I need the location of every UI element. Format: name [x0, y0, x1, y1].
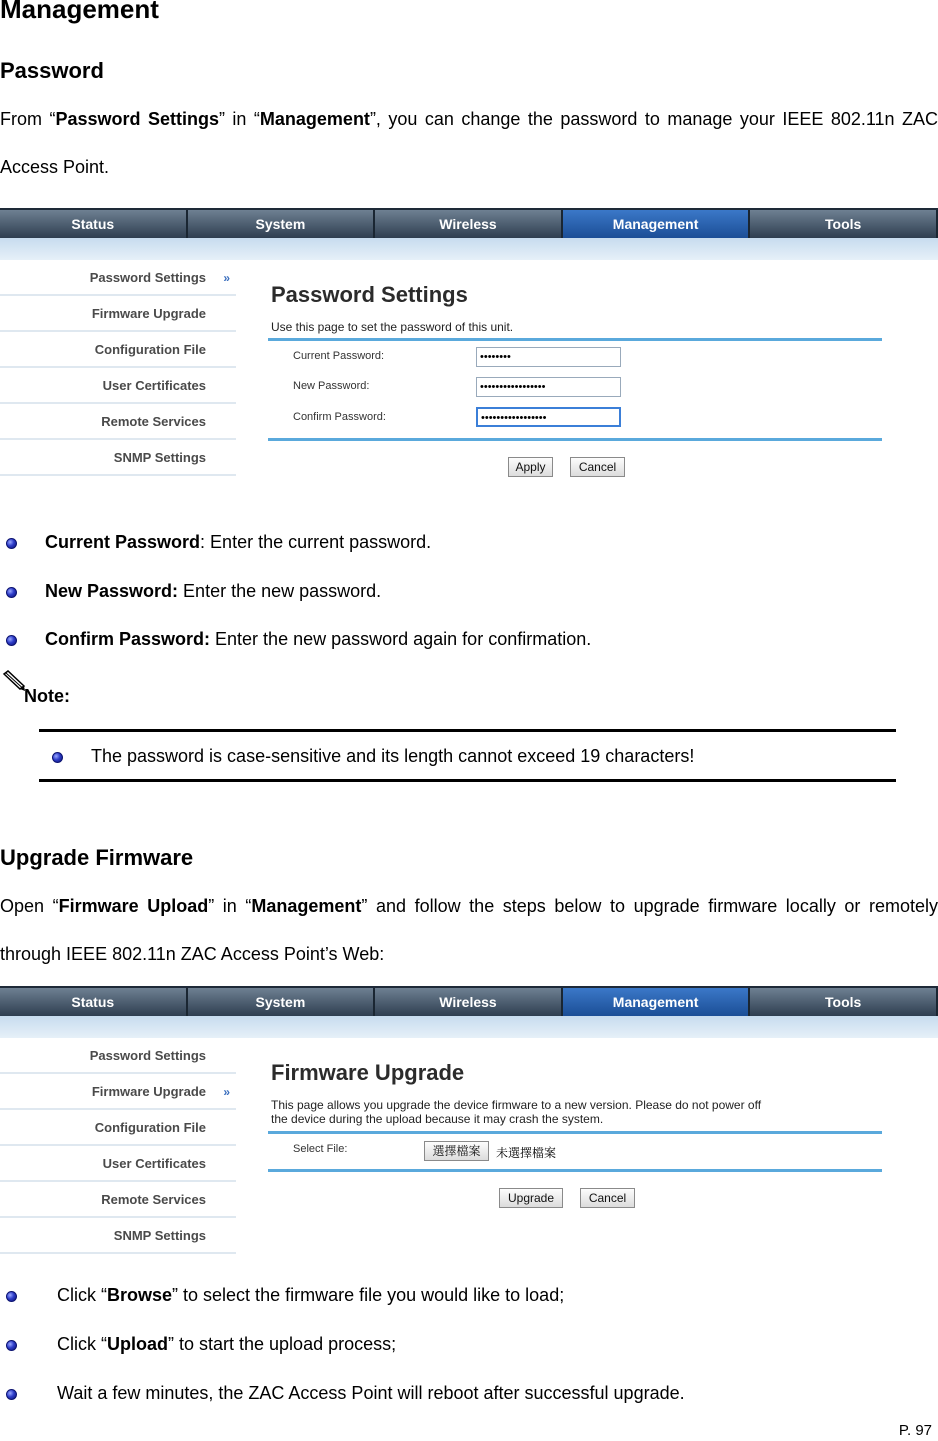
sidebar [0, 260, 236, 476]
panel-description: the device during the upload because it may crash the system. [271, 1112, 604, 1126]
new-password-label: New Password: [293, 380, 370, 392]
current-password-label: Current Password: [293, 350, 385, 362]
chevron-double-right-icon: » [223, 271, 230, 285]
tab-wireless[interactable]: Wireless [375, 210, 563, 238]
new-password-field[interactable]: ••••••••••••••••• [476, 377, 621, 397]
sidebar-item-user-certificates[interactable]: User Certificates [0, 1146, 236, 1182]
divider [268, 1169, 882, 1172]
list-item: Confirm Password: Enter the new password again for confirmation. [45, 629, 592, 649]
sidebar-item-password-settings[interactable]: Password Settings » [0, 260, 236, 296]
tab-management[interactable]: Management [563, 988, 751, 1016]
panel-description: Use this page to set the password of this unit. [271, 320, 514, 334]
tab-status[interactable]: Status [0, 210, 188, 238]
tab-management[interactable]: Management [563, 210, 751, 238]
note-label: Note: [24, 686, 70, 706]
panel-title: Password Settings [271, 282, 468, 307]
upgrade-button[interactable]: Upgrade [499, 1188, 563, 1208]
tab-system[interactable]: System [188, 988, 376, 1016]
upgrade-heading: Upgrade Firmware [0, 845, 194, 870]
bullet-icon [6, 635, 17, 646]
list-item: Click “Upload” to start the upload process; [57, 1334, 397, 1354]
cancel-button[interactable]: Cancel [580, 1188, 635, 1208]
sidebar-item-configuration-file[interactable]: Configuration File [0, 332, 236, 368]
sidebar-item-user-certificates[interactable]: User Certificates [0, 368, 236, 404]
pencil-icon [2, 670, 26, 692]
list-item: Click “Browse” to select the firmware file you would like to load; [57, 1285, 565, 1305]
sidebar [0, 1038, 236, 1254]
sidebar-item-snmp-settings[interactable]: SNMP Settings [0, 1218, 236, 1254]
sidebar-item-remote-services[interactable]: Remote Services [0, 404, 236, 440]
upgrade-intro: Open “Firmware Upload” in “Management” and follow the steps below to upgrade firmware locally or remotely through IEEE 802.11n ZAC Access Point’s Web: [0, 896, 938, 964]
password-heading: Password [0, 58, 104, 83]
top-nav [0, 208, 938, 238]
current-password-field[interactable]: •••••••• [476, 347, 621, 367]
list-item: Wait a few minutes, the ZAC Access Point will reboot after successful upgrade. [57, 1383, 685, 1403]
page-number: P. 97 [898, 1422, 932, 1439]
sidebar-item-remote-services[interactable]: Remote Services [0, 1182, 236, 1218]
sidebar-item-firmware-upgrade[interactable]: Firmware Upgrade » [0, 1074, 236, 1110]
panel-title: Firmware Upgrade [271, 1060, 465, 1085]
password-settings-screenshot [0, 208, 938, 502]
no-file-text: 未選擇檔案 [496, 1146, 557, 1160]
list-item: New Password: Enter the new password. [45, 581, 382, 601]
divider [39, 729, 896, 732]
select-file-label: Select File: [293, 1143, 348, 1155]
tab-system[interactable]: System [188, 210, 376, 238]
apply-button[interactable]: Apply [508, 457, 553, 477]
divider [39, 779, 896, 782]
tab-tools[interactable]: Tools [750, 988, 938, 1016]
tab-tools[interactable]: Tools [750, 210, 938, 238]
panel-description: This page allows you upgrade the device firmware to a new version. Please do not power off [271, 1098, 762, 1112]
bullet-icon [6, 1389, 17, 1400]
sidebar-item-configuration-file[interactable]: Configuration File [0, 1110, 236, 1146]
bullet-icon [52, 752, 63, 763]
divider [268, 438, 882, 441]
password-intro: From “Password Settings” in “Management”, you can change the password to manage your IEEE 802.11n ZAC Access Point. [0, 109, 938, 177]
browse-button[interactable]: 選擇檔案 [424, 1141, 489, 1161]
chevron-double-right-icon: » [223, 1085, 230, 1099]
note-text: The password is case-sensitive and its length cannot exceed 19 characters! [91, 746, 695, 766]
list-item: Current Password: Enter the current password. [45, 532, 432, 552]
bullet-icon [6, 1291, 17, 1302]
cancel-button[interactable]: Cancel [570, 457, 625, 477]
bullet-icon [6, 538, 17, 549]
tab-status[interactable]: Status [0, 988, 188, 1016]
divider [268, 338, 882, 341]
bullet-icon [6, 1340, 17, 1351]
top-nav [0, 986, 938, 1016]
sidebar-item-snmp-settings[interactable]: SNMP Settings [0, 440, 236, 476]
divider [268, 1131, 882, 1134]
page-title: Management [0, 0, 159, 24]
firmware-upgrade-screenshot [0, 986, 938, 1268]
sub-bar [0, 238, 938, 260]
sidebar-item-firmware-upgrade[interactable]: Firmware Upgrade [0, 296, 236, 332]
confirm-password-field[interactable]: ••••••••••••••••• [476, 407, 621, 427]
confirm-password-label: Confirm Password: [293, 411, 386, 423]
sidebar-item-password-settings[interactable]: Password Settings [0, 1038, 236, 1074]
bullet-icon [6, 587, 17, 598]
sub-bar [0, 1016, 938, 1038]
tab-wireless[interactable]: Wireless [375, 988, 563, 1016]
